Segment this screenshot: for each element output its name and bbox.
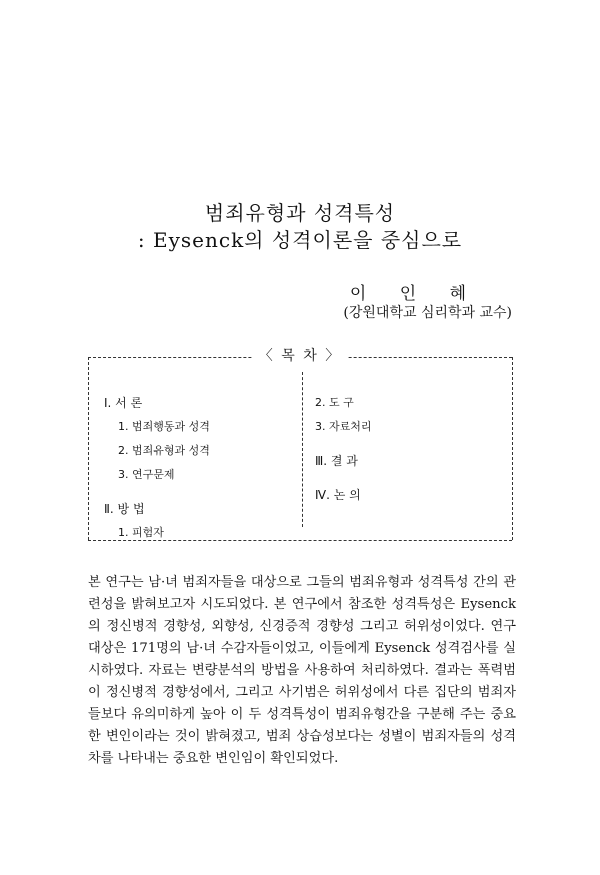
toc-right-column xyxy=(315,394,372,510)
toc-header-label: 〈 목 차 〉 xyxy=(253,348,347,364)
toc-item-data-processing: 3. 자료처리 xyxy=(315,420,372,433)
author-name: 이 인 혜 xyxy=(349,284,480,304)
toc-section-method: Ⅱ. 방 법 xyxy=(104,502,145,516)
paper-title: 범죄유형과 성격특성 xyxy=(204,201,396,225)
toc-item-research-question: 3. 연구문제 xyxy=(118,468,175,481)
abstract-paragraph: 본 연구는 남·녀 범죄자들을 대상으로 그들의 범죄유형과 성격특성 간의 관련성을 밝혀보고자 시도되었다. 본 연구에서 참조한 성격특성은 Eysenck의 정신병적 경향성, 외향성, 신경증적 경향성 그리고 허위성이었다. 연구대상은 171명의 남·녀 수감자들이었고, 이들에게 Eysenck 성격검사를 실시하였다. 자료는 변량분석의 방법을 사용하여 처리하였다. 결과는 폭력범이 정신병적 경향성에서, 그리고 사기범은 허위성에서 다른 집단의 범죄자들보다 유의미하게 높아 이 두 성격특성이 범죄유형간을 구분해 주는 중요한 변인이라는 것이 밝혀졌고, 범죄 상습성보다는 성별이 범죄자들의 성격차를 나타내는 중요한 변인임이 확인되었다. xyxy=(88,575,516,766)
toc-item-subjects: 1. 피험자 xyxy=(118,526,164,539)
paper-subtitle: : Eysenck의 성격이론을 중심으로 xyxy=(137,228,463,252)
author-affiliation: (강원대학교 심리학과 교수) xyxy=(343,305,512,321)
toc-section-introduction: Ⅰ. 서 론 xyxy=(104,396,143,410)
toc-border-right xyxy=(512,357,513,540)
toc-item-crime-type: 2. 범죄유형과 성격 xyxy=(118,444,210,457)
toc-section-discussion: Ⅳ. 논 의 xyxy=(315,488,361,502)
toc-section-results: Ⅲ. 결 과 xyxy=(315,454,358,468)
toc-border-left xyxy=(88,357,89,540)
toc-column-divider xyxy=(302,372,303,527)
toc-header xyxy=(0,345,600,365)
toc-item-crime-behavior: 1. 범죄행동과 성격 xyxy=(118,420,210,433)
toc-item-tools: 2. 도 구 xyxy=(315,396,354,409)
toc-left-column xyxy=(104,394,210,548)
